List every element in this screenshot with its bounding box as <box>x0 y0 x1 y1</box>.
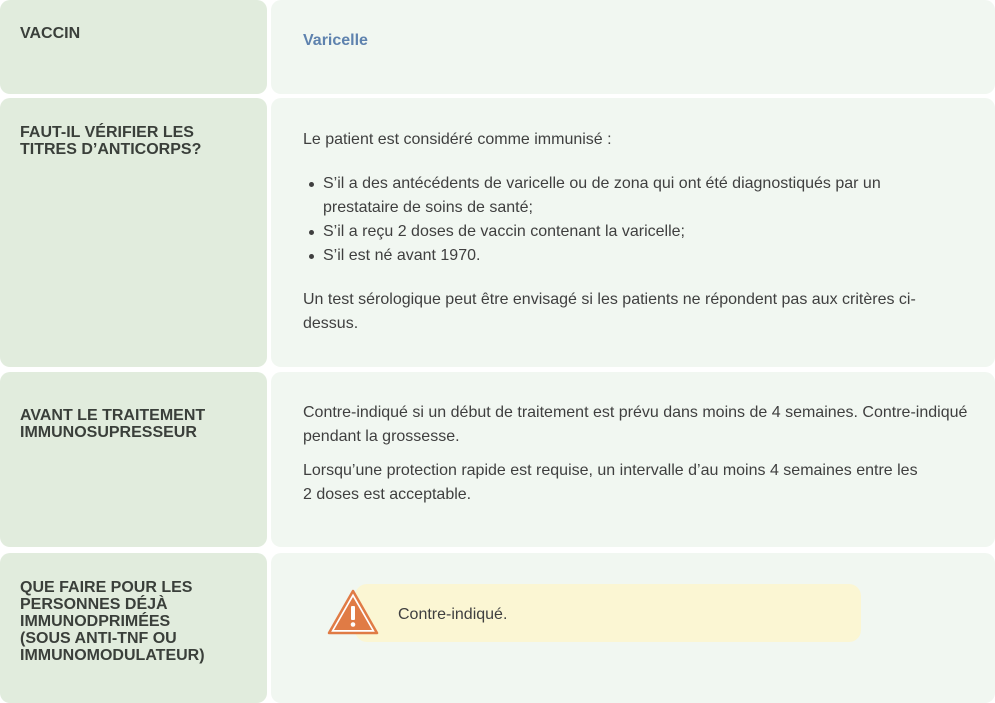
contraindication-text: Contre-indiqué si un début de traitement est prévu dans moins de 4 semaines. Contre-indiqué pendant la grossesse. <box>303 404 968 445</box>
interval-note: Lorsqu’une protection rapide est requise, un intervalle d’au moins 4 semaines entre les 2 doses est acceptable. <box>303 462 918 503</box>
list-item: S’il est né avant 1970. <box>323 244 885 268</box>
row-label-line: PERSONNES DÉJÀ <box>20 596 168 613</box>
row-content-cell <box>271 553 995 703</box>
row-label <box>20 124 247 158</box>
row-label-line: IMMUNOMODULATEUR) <box>20 647 205 664</box>
warning-triangle-icon <box>327 589 379 637</box>
row-label-line: (SOUS ANTI-TNF OU <box>20 630 177 647</box>
row-label-cell <box>0 553 267 703</box>
row-label-cell <box>0 0 267 94</box>
row-label-line: FAUT-IL VÉRIFIER LES <box>20 124 194 141</box>
list-item: S’il a des antécédents de varicelle ou de zona qui ont été diagnostiqués par un prestataire de soins de santé; <box>323 172 885 220</box>
row-label <box>20 407 247 441</box>
list-item: S’il a reçu 2 doses de vaccin contenant la varicelle; <box>323 220 885 244</box>
immunity-criteria-list <box>303 172 885 268</box>
row-label <box>20 579 247 664</box>
row-before-treatment <box>0 372 995 547</box>
vaccine-name: Varicelle <box>303 32 368 49</box>
row-label-cell <box>0 98 267 367</box>
row-content-cell <box>271 372 995 547</box>
row-label-line: IMMUNODPRIMÉES <box>20 613 171 630</box>
row-antibody-titers <box>0 98 995 367</box>
serology-note: Un test sérologique peut être envisagé si les patients ne répondent pas aux critères ci-dessus. <box>303 291 916 332</box>
row-label-line: QUE FAIRE POUR LES <box>20 579 193 596</box>
row-label-line: TITRES D’ANTICORPS? <box>20 141 202 158</box>
warning-text: Contre-indiqué. <box>398 606 508 623</box>
row-vaccine <box>0 0 995 94</box>
row-label: VACCIN <box>20 25 81 42</box>
row-label-cell <box>0 372 267 547</box>
row-content-cell <box>271 98 995 367</box>
row-label-line: AVANT LE TRAITEMENT <box>20 407 206 424</box>
row-label-line: IMMUNOSUPRESSEUR <box>20 424 197 441</box>
immunity-intro: Le patient est considéré comme immunisé : <box>303 131 612 148</box>
row-content-cell <box>271 0 995 94</box>
row-immunosuppressed <box>0 553 995 703</box>
